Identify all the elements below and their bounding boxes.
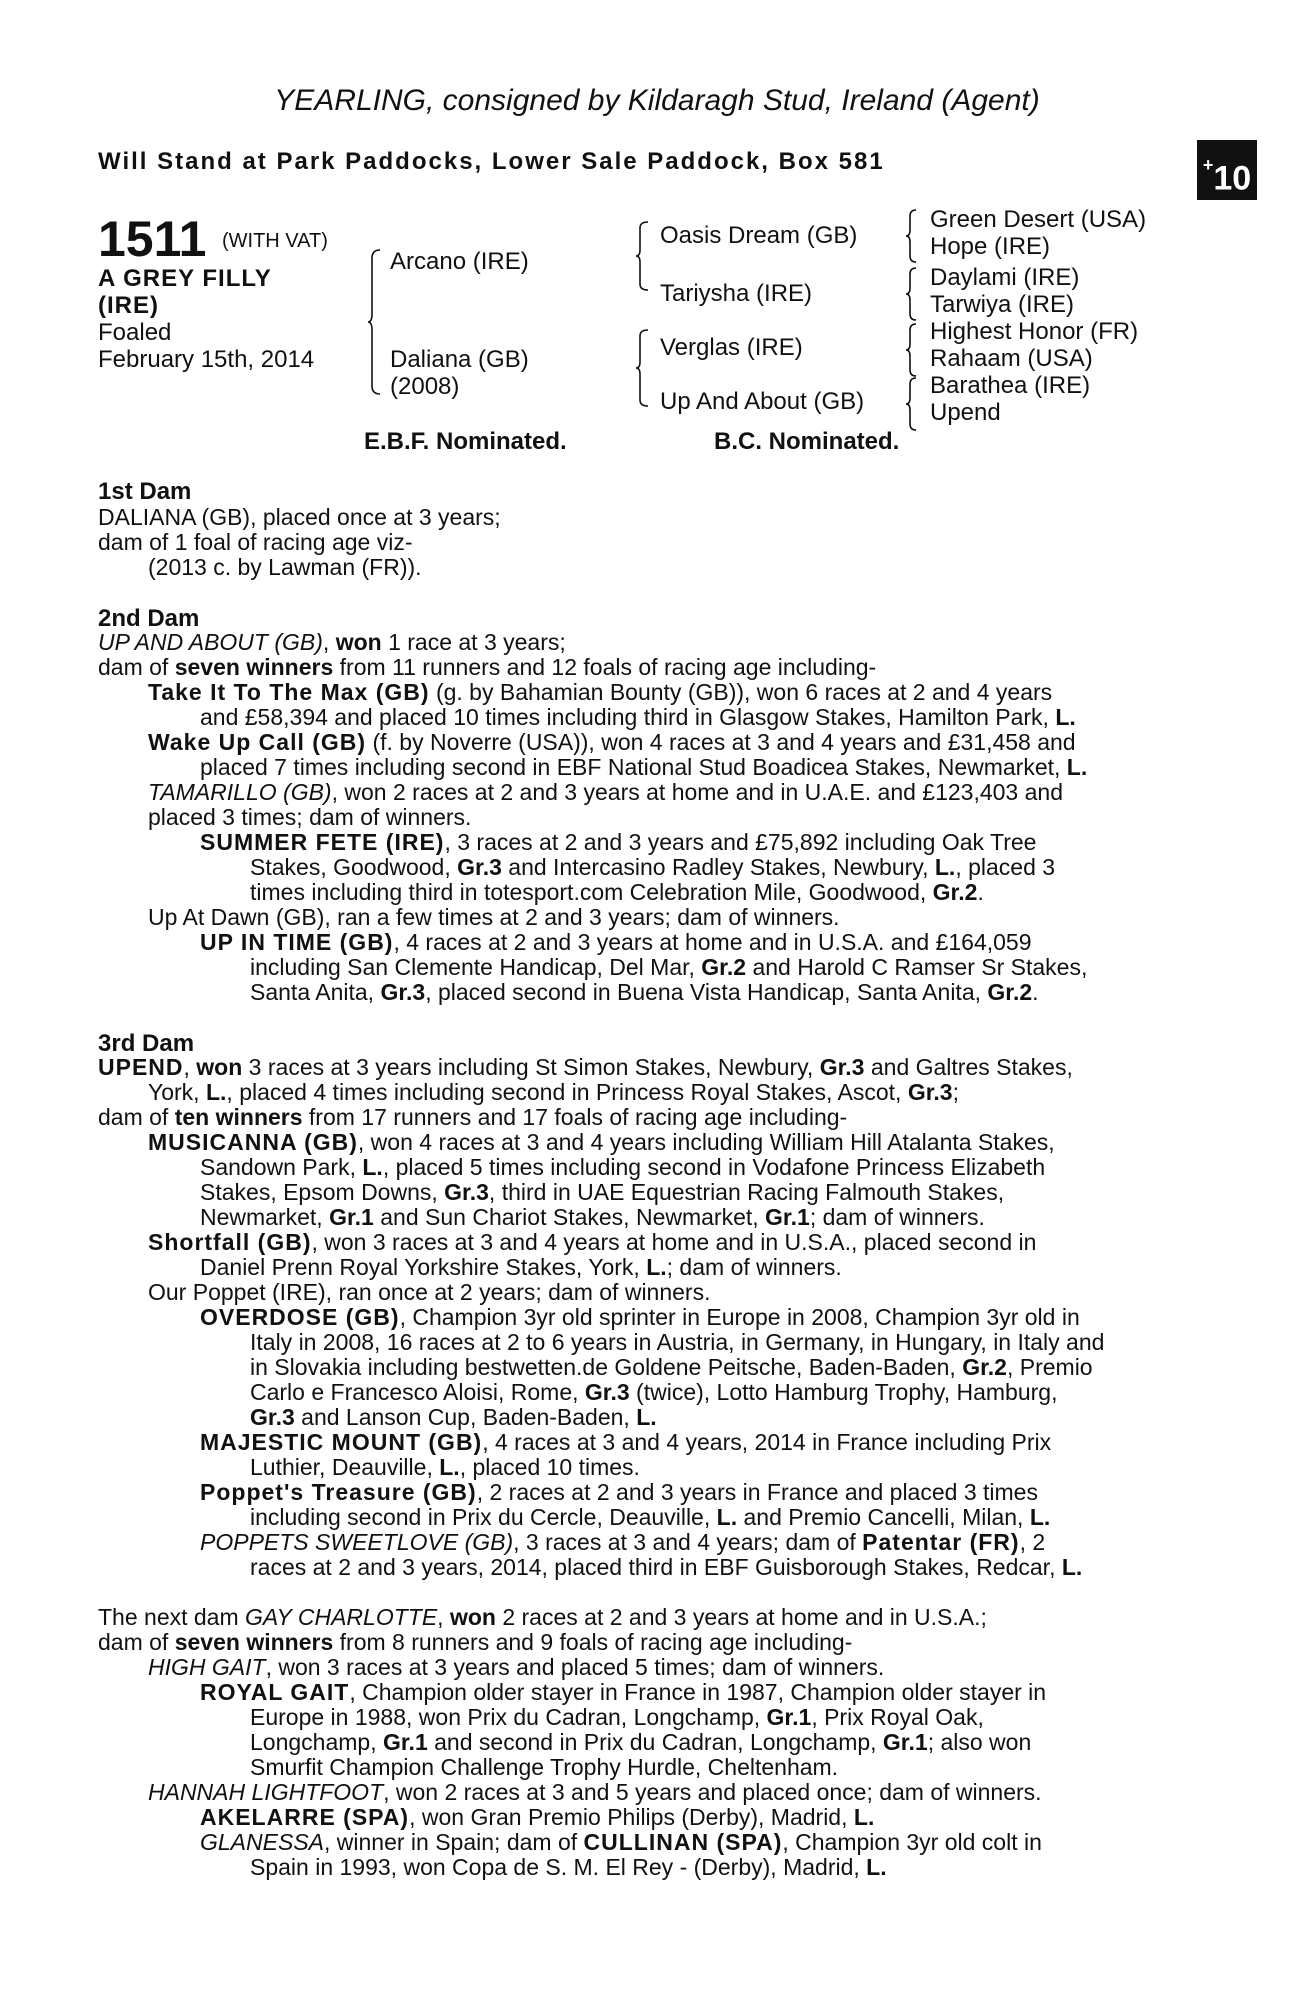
second-dam-heading: 2nd Dam [98, 605, 200, 632]
lot-badge [1197, 140, 1257, 200]
progeny-line: Europe in 1988, won Prix du Cadran, Longchamp, Gr.1, Prix Royal Oak, [250, 1704, 984, 1730]
progeny-line: ROYAL GAIT, Champion older stayer in France in 1987, Champion older stayer in [200, 1679, 1047, 1705]
progeny-line: Daniel Prenn Royal Yorkshire Stakes, York, L.; dam of winners. [200, 1254, 842, 1280]
progeny-line: Italy in 2008, 16 races at 2 to 6 years in Austria, in Germany, in Hungary, in Italy and [250, 1329, 1105, 1355]
next-dam-line: dam of seven winners from 8 runners and 9 foals of racing age including- [98, 1629, 853, 1655]
progeny-line: Poppet's Treasure (GB), 2 races at 2 and 3 years in France and placed 3 times [200, 1479, 1038, 1505]
progeny-line: Luthier, Deauville, L., placed 10 times. [250, 1454, 640, 1480]
lot-number: 1511 [98, 211, 207, 267]
dam-sire: Verglas (IRE) [660, 334, 803, 361]
progeny-line: Gr.3 and Lanson Cup, Baden-Baden, L. [250, 1404, 657, 1430]
bc-nomination: B.C. Nominated. [714, 428, 900, 455]
dam: Daliana (GB) [390, 346, 529, 373]
progeny-line: Shortfall (GB), won 3 races at 3 and 4 years at home and in U.S.A., placed second in [148, 1229, 1037, 1255]
badge-number: 10 [1213, 159, 1252, 198]
progeny-line: Smurfit Champion Challenge Trophy Hurdle, Cheltenham. [250, 1754, 839, 1780]
pedigree-brace-5 [906, 266, 918, 322]
second-dam-line: dam of seven winners from 11 runners and 12 foals of racing age including- [98, 654, 877, 680]
progeny-line: Wake Up Call (GB) (f. by Noverre (USA)), won 4 races at 3 and 4 years and £31,458 and [148, 729, 1076, 755]
sire-sire: Oasis Dream (GB) [660, 222, 858, 249]
lot-breed: (IRE) [98, 292, 159, 319]
progeny-line: GLANESSA, winner in Spain; dam of CULLINAN (SPA), Champion 3yr old colt in [200, 1829, 1042, 1855]
progeny-line: Stakes, Epsom Downs, Gr.3, third in UAE Equestrian Racing Falmouth Stakes, [200, 1179, 1005, 1205]
progeny-line: AKELARRE (SPA), won Gran Premio Philips (Derby), Madrid, L. [200, 1804, 875, 1830]
progeny-line: SUMMER FETE (IRE), 3 races at 2 and 3 years and £75,892 including Oak Tree [200, 829, 1037, 855]
pedigree-brace-7 [906, 376, 918, 432]
pedigree-brace-3 [636, 328, 650, 408]
lot-description: A GREY FILLY [98, 265, 272, 292]
pedigree-brace-2 [636, 220, 650, 292]
progeny-line: Spain in 1993, won Copa de S. M. El Rey - (Derby), Madrid, L. [250, 1854, 887, 1880]
next-dam-line: The next dam GAY CHARLOTTE, won 2 races at 2 and 3 years at home and in U.S.A.; [98, 1604, 987, 1630]
progeny-line: POPPETS SWEETLOVE (GB), 3 races at 3 and 4 years; dam of Patentar (FR), 2 [200, 1529, 1046, 1555]
dam-dam: Up And About (GB) [660, 388, 865, 415]
progeny-line: placed 3 times; dam of winners. [148, 804, 472, 830]
progeny-line: UP IN TIME (GB), 4 races at 2 and 3 years at home and in U.S.A. and £164,059 [200, 929, 1032, 955]
third-dam-heading: 3rd Dam [98, 1030, 195, 1057]
dam-dam-sire: Barathea (IRE) [930, 372, 1091, 399]
ebf-nomination: E.B.F. Nominated. [364, 428, 567, 455]
progeny-line: Take It To The Max (GB) (g. by Bahamian Bounty (GB)), won 6 races at 2 and 4 years [148, 679, 1053, 705]
progeny-line: Longchamp, Gr.1 and second in Prix du Cadran, Longchamp, Gr.1; also won [250, 1729, 1032, 1755]
dam-year: (2008) [390, 373, 460, 400]
progeny-line: races at 2 and 3 years, 2014, placed third in EBF Guisborough Stakes, Redcar, L. [250, 1554, 1083, 1580]
sire-dam: Tariysha (IRE) [660, 280, 813, 307]
progeny-line: Our Poppet (IRE), ran once at 2 years; dam of winners. [148, 1279, 711, 1305]
dam-sire-sire: Highest Honor (FR) [930, 318, 1139, 345]
foaled-label: Foaled [98, 319, 172, 346]
progeny-line: Newmarket, Gr.1 and Sun Chariot Stakes, Newmarket, Gr.1; dam of winners. [200, 1204, 985, 1230]
progeny-line: MUSICANNA (GB), won 4 races at 3 and 4 years including William Hill Atalanta Stakes, [148, 1129, 1055, 1155]
first-dam-line: (2013 c. by Lawman (FR)). [148, 554, 422, 580]
progeny-line: TAMARILLO (GB), won 2 races at 2 and 3 years at home and in U.A.E. and £123,403 and [148, 779, 1063, 805]
dam-dam-dam: Upend [930, 399, 1001, 426]
pedigree-brace-1 [368, 248, 382, 396]
sire: Arcano (IRE) [390, 248, 529, 275]
progeny-line: including second in Prix du Cercle, Deauville, L. and Premio Cancelli, Milan, L. [250, 1504, 1051, 1530]
badge-plus: + [1202, 155, 1214, 175]
pedigree-brace-6 [906, 322, 918, 378]
progeny-line: Up At Dawn (GB), ran a few times at 2 and 3 years; dam of winners. [148, 904, 840, 930]
third-dam-line: York, L., placed 4 times including second in Princess Royal Stakes, Ascot, Gr.3; [148, 1079, 959, 1105]
sire-dam-dam: Tarwiya (IRE) [930, 291, 1075, 318]
progeny-line: Santa Anita, Gr.3, placed second in Buena Vista Handicap, Santa Anita, Gr.2. [250, 979, 1039, 1005]
progeny-line: Sandown Park, L., placed 5 times including second in Vodafone Princess Elizabeth [200, 1154, 1046, 1180]
first-dam-heading: 1st Dam [98, 478, 192, 505]
sire-dam-sire: Daylami (IRE) [930, 264, 1080, 291]
first-dam-line: dam of 1 foal of racing age viz- [98, 529, 413, 555]
progeny-line: MAJESTIC MOUNT (GB), 4 races at 3 and 4 years, 2014 in France including Prix [200, 1429, 1052, 1455]
stand-location: Will Stand at Park Paddocks, Lower Sale Paddock, Box 581 [98, 148, 885, 175]
progeny-line: in Slovakia including bestwetten.de Goldene Peitsche, Baden-Baden, Gr.2, Premio [250, 1354, 1093, 1380]
progeny-line: and £58,394 and placed 10 times including third in Glasgow Stakes, Hamilton Park, L. [200, 704, 1076, 730]
dam-sire-dam: Rahaam (USA) [930, 345, 1093, 372]
progeny-line: OVERDOSE (GB), Champion 3yr old sprinter in Europe in 2008, Champion 3yr old in [200, 1304, 1080, 1330]
third-dam-line: dam of ten winners from 17 runners and 17 foals of racing age including- [98, 1104, 848, 1130]
lot-vat: (WITH VAT) [222, 230, 328, 252]
second-dam-line: UP AND ABOUT (GB), won 1 race at 3 years; [98, 629, 566, 655]
progeny-line: times including third in totesport.com Celebration Mile, Goodwood, Gr.2. [250, 879, 984, 905]
progeny-line: including San Clemente Handicap, Del Mar, Gr.2 and Harold C Ramser Sr Stakes, [250, 954, 1088, 980]
page-title: YEARLING, consigned by Kildaragh Stud, Ireland (Agent) [274, 84, 1040, 117]
pedigree-brace-4 [906, 208, 918, 264]
progeny-line: HANNAH LIGHTFOOT, won 2 races at 3 and 5 years and placed once; dam of winners. [148, 1779, 1042, 1805]
third-dam-line: UPEND, won 3 races at 3 years including St Simon Stakes, Newbury, Gr.3 and Galtres Stakes, [98, 1054, 1073, 1080]
progeny-line: placed 7 times including second in EBF National Stud Boadicea Stakes, Newmarket, L. [200, 754, 1088, 780]
progeny-line: Stakes, Goodwood, Gr.3 and Intercasino Radley Stakes, Newbury, L., placed 3 [250, 854, 1056, 880]
progeny-line: HIGH GAIT, won 3 races at 3 years and placed 5 times; dam of winners. [148, 1654, 885, 1680]
first-dam-line: DALIANA (GB), placed once at 3 years; [98, 504, 501, 530]
sire-sire-sire: Green Desert (USA) [930, 206, 1147, 233]
foaled-date: February 15th, 2014 [98, 346, 315, 373]
sire-sire-dam: Hope (IRE) [930, 233, 1051, 260]
progeny-line: Carlo e Francesco Aloisi, Rome, Gr.3 (twice), Lotto Hamburg Trophy, Hamburg, [250, 1379, 1058, 1405]
